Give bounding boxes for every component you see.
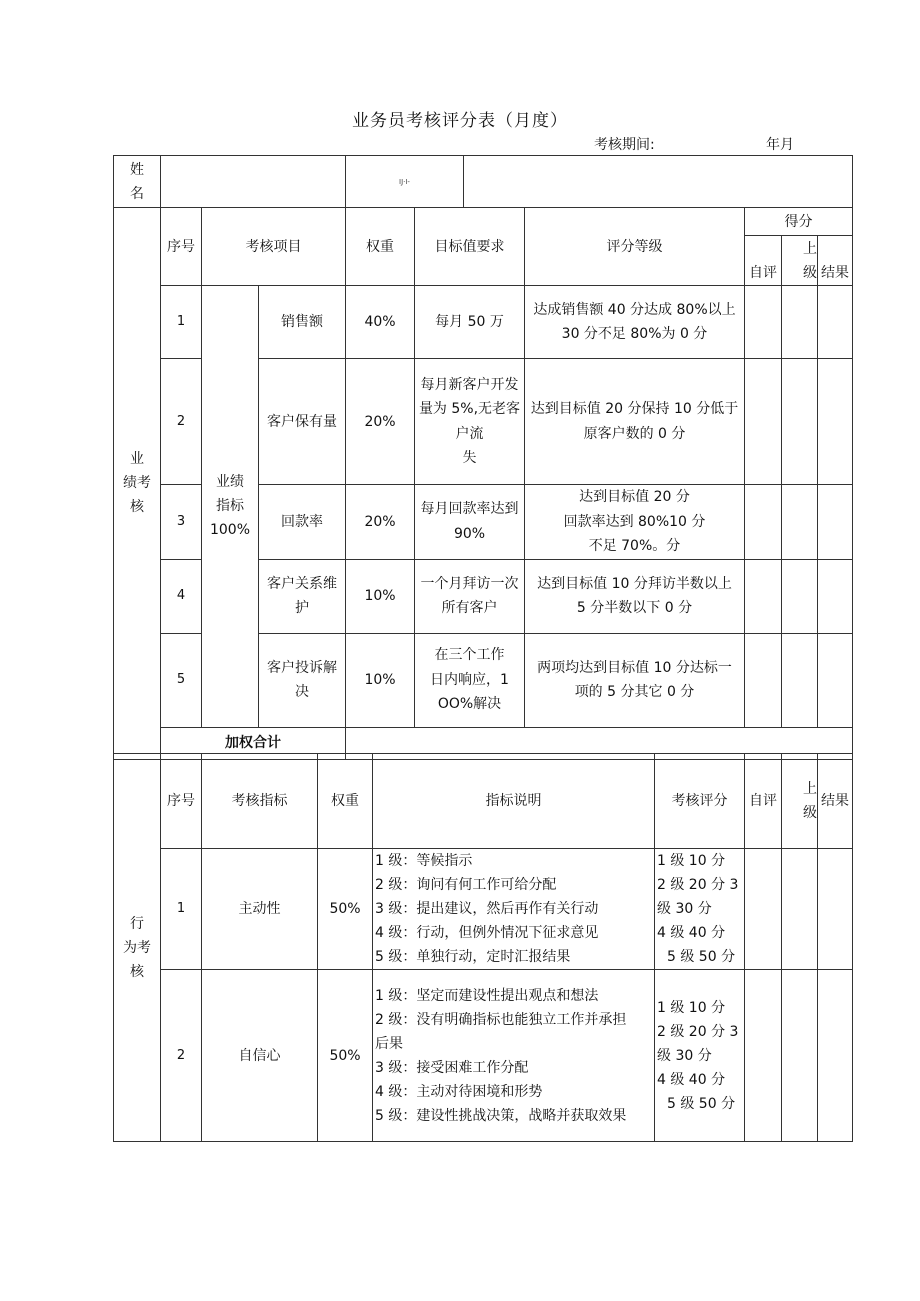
- performance-table: [113, 207, 853, 760]
- name-row-table: [113, 155, 853, 208]
- item-cell: 客户保有量: [259, 359, 346, 485]
- result-cell[interactable]: [818, 633, 853, 727]
- item-cell: 销售额: [259, 286, 346, 359]
- rating-header: 考核评分: [655, 754, 745, 849]
- item-header: 考核项目: [202, 208, 346, 286]
- weight-header: 权重: [318, 754, 373, 849]
- indicator-header: 考核指标: [202, 754, 318, 849]
- assessment-period: [594, 134, 794, 154]
- self-score-cell[interactable]: [745, 633, 782, 727]
- superior-score-cell[interactable]: [782, 633, 818, 727]
- indicator-cell: 自信心: [202, 970, 318, 1142]
- grade-cell: 两项均达到目标值 10 分达标一 项的 5 分其它 0 分: [525, 633, 745, 727]
- result-cell[interactable]: [818, 849, 853, 970]
- item-cell: 客户投诉解 决: [259, 633, 346, 727]
- weight-cell: 20%: [346, 359, 415, 485]
- weight-cell: 40%: [346, 286, 415, 359]
- row-seq: 5: [161, 633, 202, 727]
- behavior-section-label: 行 为考 核: [114, 754, 161, 1142]
- position-label: IJ·I-: [346, 156, 464, 208]
- weight-header: 权重: [346, 208, 415, 286]
- target-cell: 一个月拜访一次 所有客户: [415, 559, 525, 633]
- grade-cell: 达到目标值 20 分 回款率达到 80%10 分 不足 70%。分: [525, 485, 745, 560]
- row-seq: 1: [161, 849, 202, 970]
- rating-cell: 1 级 10 分 2 级 20 分 3 级 30 分 4 级 40 分 5 级 50 分: [655, 849, 745, 970]
- description-cell: 1 级：等候指示 2 级：询问有何工作可给分配 3 级：提出建议，然后再作有关行动 4 级：行动，但例外情况下征求意见 5 级：单独行动，定时汇报结果: [373, 849, 655, 970]
- superior-score-cell[interactable]: [782, 849, 818, 970]
- item-cell: 回款率: [259, 485, 346, 560]
- weight-cell: 20%: [346, 485, 415, 560]
- superior-score-cell[interactable]: [782, 485, 818, 560]
- result-header: 结果: [818, 236, 853, 286]
- weight-cell: 10%: [346, 633, 415, 727]
- grade-cell: 达成销售额 40 分达成 80%以上 30 分不足 80%为 0 分: [525, 286, 745, 359]
- target-cell: 每月新客户开发 量为 5%,无老客 户流 失: [415, 359, 525, 485]
- behavior-table: [113, 753, 853, 1142]
- weight-cell: 50%: [318, 970, 373, 1142]
- position-value-cell[interactable]: [464, 156, 853, 208]
- superior-score-cell[interactable]: [782, 970, 818, 1142]
- superior-score-cell[interactable]: [782, 286, 818, 359]
- self-score-header: 自评: [745, 236, 782, 286]
- self-score-cell[interactable]: [745, 970, 782, 1142]
- grade-cell: 达到目标值 10 分拜访半数以上 5 分半数以下 0 分: [525, 559, 745, 633]
- name-value-cell[interactable]: [161, 156, 346, 208]
- target-cell: 每月回款率达到 90%: [415, 485, 525, 560]
- item-cell: 客户关系维 护: [259, 559, 346, 633]
- rating-cell: 1 级 10 分 2 级 20 分 3 级 30 分 4 级 40 分 5 级 50 分: [655, 970, 745, 1142]
- result-cell[interactable]: [818, 286, 853, 359]
- result-cell[interactable]: [818, 359, 853, 485]
- weighted-total-label: 加权合计: [161, 727, 346, 759]
- superior-score-header: 上 级: [782, 754, 818, 849]
- target-header: 目标值要求: [415, 208, 525, 286]
- seq-header: 序号: [161, 208, 202, 286]
- performance-section-label: 业 绩考 核: [114, 208, 161, 760]
- weight-cell: 50%: [318, 849, 373, 970]
- self-score-cell[interactable]: [745, 849, 782, 970]
- target-cell: 每月 50 万: [415, 286, 525, 359]
- grade-cell: 达到目标值 20 分保持 10 分低于 原客户数的 0 分: [525, 359, 745, 485]
- self-score-cell[interactable]: [745, 359, 782, 485]
- group-label: 业绩 指标 100%: [202, 286, 259, 728]
- period-label: 考核期间:: [594, 137, 655, 153]
- self-score-cell[interactable]: [745, 286, 782, 359]
- year-month-label: 年月: [766, 137, 794, 153]
- row-seq: 2: [161, 970, 202, 1142]
- indicator-cell: 主动性: [202, 849, 318, 970]
- description-header: 指标说明: [373, 754, 655, 849]
- name-label: 姓 名: [114, 156, 161, 208]
- superior-score-cell[interactable]: [782, 359, 818, 485]
- self-score-header: 自评: [745, 754, 782, 849]
- result-cell[interactable]: [818, 970, 853, 1142]
- result-cell[interactable]: [818, 485, 853, 560]
- superior-score-cell[interactable]: [782, 559, 818, 633]
- target-cell: 在三个工作 日内响应，1 OO%解决: [415, 633, 525, 727]
- superior-score-header: 上 级: [782, 236, 818, 286]
- row-seq: 4: [161, 559, 202, 633]
- result-cell[interactable]: [818, 559, 853, 633]
- self-score-cell[interactable]: [745, 485, 782, 560]
- grade-header: 评分等级: [525, 208, 745, 286]
- row-seq: 1: [161, 286, 202, 359]
- page-title: 业务员考核评分表（月度）: [352, 111, 568, 131]
- weight-cell: 10%: [346, 559, 415, 633]
- self-score-cell[interactable]: [745, 559, 782, 633]
- row-seq: 2: [161, 359, 202, 485]
- result-header: 结果: [818, 754, 853, 849]
- row-seq: 3: [161, 485, 202, 560]
- score-header: 得分: [745, 208, 853, 236]
- seq-header: 序号: [161, 754, 202, 849]
- description-cell: 1 级：坚定而建设性提出观点和想法 2 级：没有明确指标也能独立工作并承担 后果 3 级：接受困难工作分配 4 级：主动对待困境和形势 5 级：建设性挑战决策，战略并获取效果: [373, 970, 655, 1142]
